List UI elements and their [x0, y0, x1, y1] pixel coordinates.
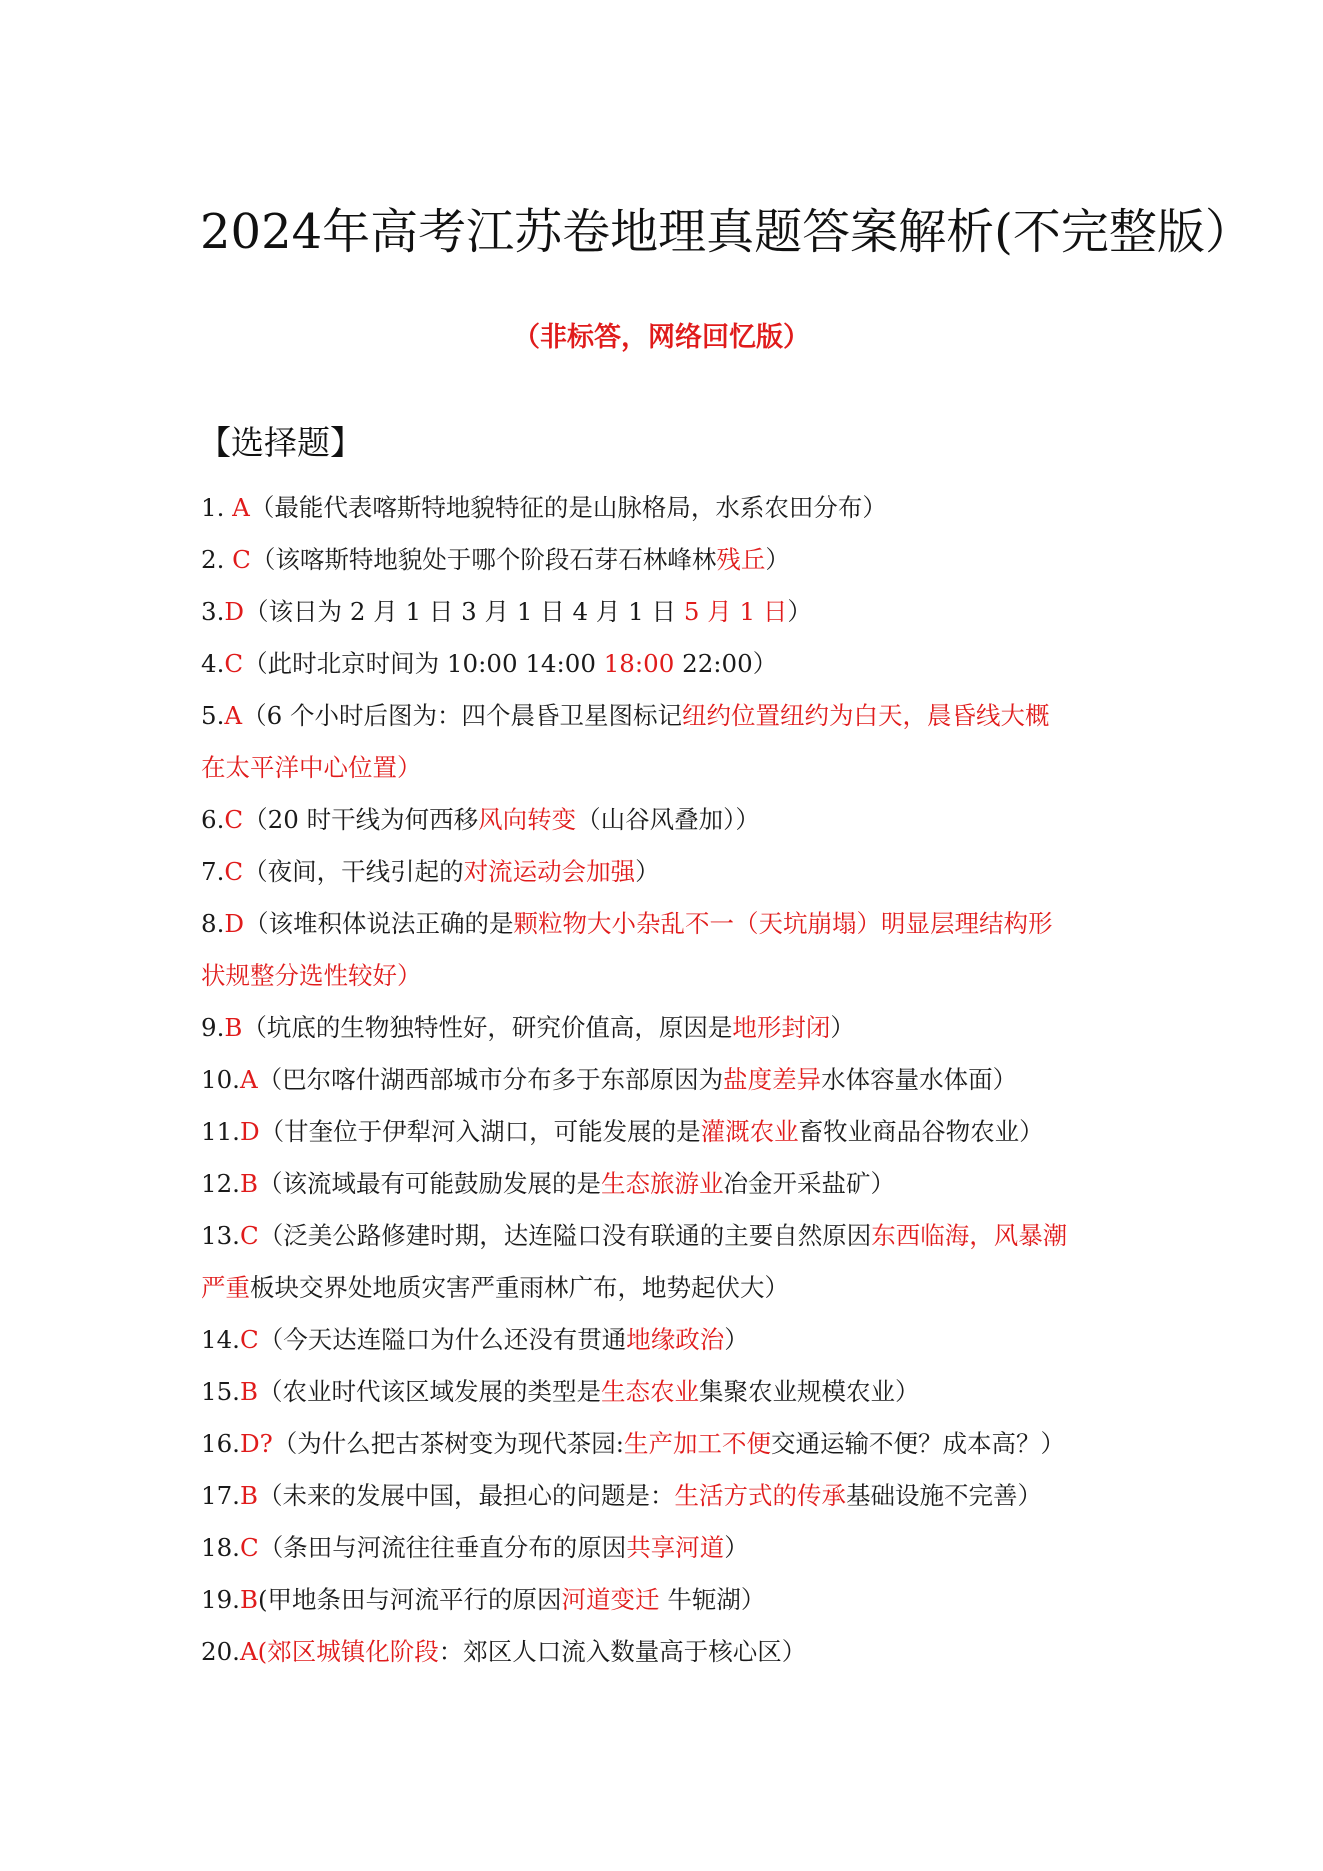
answer-text: （未来的发展中国，最担心的问题是： [257, 1481, 675, 1510]
answer-text: （甘奎位于伊犁河入湖口，可能发展的是 [259, 1117, 701, 1146]
highlighted-answer-text: 共享河道 [626, 1533, 725, 1562]
answer-choice: C [239, 1533, 259, 1562]
answer-item [201, 638, 1151, 690]
highlighted-answer-text: 生态农业 [600, 1377, 699, 1406]
answer-line [201, 586, 1151, 638]
answer-line [201, 1418, 1151, 1470]
highlighted-answer-text: 在太平洋中心位置） [201, 753, 422, 782]
answer-text: 畜牧业商品谷物农业） [798, 1117, 1044, 1146]
answer-text: （6 个小时后图为：四个晨昏卫星图标记 [242, 701, 682, 730]
answer-choice: C [224, 805, 244, 834]
answer-text: 13. [201, 1221, 240, 1250]
answer-text: 4. [201, 649, 225, 678]
answer-text: 5. [201, 701, 225, 730]
answer-text: ） [765, 545, 790, 574]
answer-text: 2. [201, 545, 233, 574]
answer-choice: B [239, 1481, 258, 1510]
answer-choice: A [239, 1637, 258, 1666]
answer-item [201, 482, 1151, 534]
answer-text: 6. [201, 805, 225, 834]
answer-text: ：郊区人口流入数量高于核心区） [438, 1637, 807, 1666]
answer-item [201, 586, 1151, 638]
highlighted-answer-text: 颗粒物大小杂乱不一（天坑崩塌）明显层理结构形 [513, 909, 1053, 938]
answer-choice: A [232, 493, 250, 522]
answer-line [201, 1574, 1151, 1626]
answer-text: ） [635, 857, 660, 886]
answer-line [201, 742, 1151, 794]
answer-text: 板块交界处地质灾害严重雨林广布，地势起伏大） [250, 1273, 789, 1302]
answer-choice: D? [239, 1429, 273, 1458]
section-heading: 【选择题】 [198, 423, 363, 462]
highlighted-answer-text: 生态旅游业 [600, 1169, 724, 1198]
answer-line [201, 1314, 1151, 1366]
answer-text: （坑底的生物独特性好，研究价值高，原因是 [242, 1013, 733, 1042]
answer-text: （农业时代该区域发展的类型是 [257, 1377, 601, 1406]
answer-text: 1. [201, 493, 233, 522]
answer-line [201, 1522, 1151, 1574]
answer-item [201, 1470, 1151, 1522]
answer-line [201, 846, 1151, 898]
answer-text: （巴尔喀什湖西部城市分布多于东部原因为 [257, 1065, 724, 1094]
answer-choice: C [224, 857, 244, 886]
answer-text: 冶金开采盐矿） [723, 1169, 895, 1198]
highlighted-answer-text: 状规整分选性较好） [201, 961, 422, 990]
answer-text: 9. [201, 1013, 225, 1042]
answer-text: （为什么把古茶树变为现代茶园: [272, 1429, 625, 1458]
answer-line [201, 1002, 1151, 1054]
answer-choice: D [224, 909, 245, 938]
answer-text: 水体容量水体面） [821, 1065, 1018, 1094]
highlighted-answer-text: 河道变迁 [561, 1585, 660, 1614]
answer-text: （泛美公路修建时期，达连隘口没有联通的主要自然原因 [258, 1221, 872, 1250]
answer-text: 22:00） [674, 649, 778, 678]
answer-text: 7. [201, 857, 225, 886]
answer-item [201, 794, 1151, 846]
answer-text: ） [830, 1013, 855, 1042]
answer-line [201, 534, 1151, 586]
answer-text: 11. [201, 1117, 240, 1146]
answer-text: （最能代表喀斯特地貌特征的是山脉格局，水系农田分布） [249, 493, 887, 522]
answer-line [201, 1626, 1151, 1678]
highlighted-answer-text: 盐度差异 [723, 1065, 822, 1094]
answer-text: (甲地条田与河流平行的原因 [257, 1585, 562, 1614]
answer-text: 12. [201, 1169, 240, 1198]
answer-item [201, 898, 1151, 1002]
answer-text: 8. [201, 909, 225, 938]
answer-item [201, 1106, 1151, 1158]
answer-text: 16. [201, 1429, 240, 1458]
answer-choice: A [224, 701, 243, 730]
answer-choice: B [224, 1013, 243, 1042]
highlighted-answer-text: 18:00 [603, 649, 675, 678]
answer-text: 交通运输不便？成本高？） [771, 1429, 1066, 1458]
answer-text: ） [787, 597, 812, 626]
answer-item [201, 1158, 1151, 1210]
answer-item [201, 1522, 1151, 1574]
answer-line [201, 638, 1151, 690]
answer-choice: B [239, 1585, 258, 1614]
answer-text: 19. [201, 1585, 240, 1614]
highlighted-answer-text: 生产加工不便 [624, 1429, 772, 1458]
answer-text: 集聚农业规模农业） [698, 1377, 920, 1406]
answer-text: 基础设施不完善） [845, 1481, 1042, 1510]
answer-line [201, 1366, 1151, 1418]
answer-text: （此时北京时间为 10:00 14:00 [243, 649, 604, 678]
answer-text: 14. [201, 1325, 240, 1354]
answer-line [201, 482, 1151, 534]
answer-text: 牛轭湖） [659, 1585, 766, 1614]
answer-choice: A [239, 1065, 258, 1094]
highlighted-answer-text: 灌溉农业 [700, 1117, 799, 1146]
answer-line [201, 1262, 1151, 1314]
answer-text: 10. [201, 1065, 240, 1094]
answer-line [201, 950, 1151, 1002]
highlighted-answer-text: ( [257, 1637, 268, 1666]
answer-text: （20 时干线为何西移 [243, 805, 479, 834]
highlighted-answer-text: 郊区城镇化阶段 [267, 1637, 439, 1666]
highlighted-answer-text: 风向转变 [478, 805, 577, 834]
answer-line [201, 1470, 1151, 1522]
highlighted-answer-text: 严重 [201, 1273, 250, 1302]
answer-item [201, 1054, 1151, 1106]
answer-line [201, 1210, 1151, 1262]
highlighted-answer-text: 纽约位置纽约为白天，晨昏线大概 [681, 701, 1050, 730]
answer-item [201, 1366, 1151, 1418]
highlighted-answer-text: 东西临海，风暴潮 [871, 1221, 1068, 1250]
answer-text: （该日为 2 月 1 日 3 月 1 日 4 月 1 日 [244, 597, 684, 626]
answer-choice: B [239, 1169, 258, 1198]
answer-text: （该堆积体说法正确的是 [244, 909, 514, 938]
highlighted-answer-text: 残丘 [716, 545, 766, 574]
answer-text: 15. [201, 1377, 240, 1406]
highlighted-answer-text: 5 月 1 日 [683, 597, 788, 626]
answer-text: （今天达连隘口为什么还没有贯通 [258, 1325, 627, 1354]
answer-line [201, 794, 1151, 846]
answer-text: 18. [201, 1533, 240, 1562]
answer-list [201, 482, 1151, 1678]
answer-choice: B [239, 1377, 258, 1406]
answer-item [201, 534, 1151, 586]
answer-choice: D [224, 597, 245, 626]
answer-line [201, 1054, 1151, 1106]
document-title: 2024年高考江苏卷地理真题答案解析(不完整版） [200, 204, 1253, 260]
answer-choice: D [239, 1117, 260, 1146]
answer-text: （条田与河流往往垂直分布的原因 [258, 1533, 627, 1562]
answer-text: （山谷风叠加）） [576, 805, 760, 834]
answer-item [201, 1210, 1151, 1314]
answer-choice: C [232, 545, 251, 574]
answer-item [201, 1574, 1151, 1626]
answer-choice: C [224, 649, 244, 678]
answer-item [201, 1418, 1151, 1470]
highlighted-answer-text: 对流运动会加强 [463, 857, 636, 886]
answer-choice: C [239, 1221, 259, 1250]
highlighted-answer-text: 生活方式的传承 [674, 1481, 846, 1510]
answer-text: ） [724, 1533, 749, 1562]
answer-line [201, 898, 1151, 950]
answer-line [201, 690, 1151, 742]
answer-line [201, 1106, 1151, 1158]
answer-item [201, 1626, 1151, 1678]
answer-line [201, 1158, 1151, 1210]
answer-choice: C [239, 1325, 259, 1354]
answer-text: 3. [201, 597, 225, 626]
answer-text: 20. [201, 1637, 240, 1666]
answer-text: 17. [201, 1481, 240, 1510]
highlighted-answer-text: 地缘政治 [626, 1325, 725, 1354]
highlighted-answer-text: 地形封闭 [732, 1013, 831, 1042]
answer-item [201, 1314, 1151, 1366]
answer-item [201, 1002, 1151, 1054]
answer-text: （夜间，干线引起的 [243, 857, 464, 886]
answer-text: ） [724, 1325, 749, 1354]
answer-item [201, 846, 1151, 898]
answer-text: （该喀斯特地貌处于哪个阶段石芽石林峰林 [250, 545, 717, 574]
answer-item [201, 690, 1151, 794]
document-subtitle: （非标答，网络回忆版） [513, 322, 810, 353]
answer-text: （该流域最有可能鼓励发展的是 [257, 1169, 601, 1198]
